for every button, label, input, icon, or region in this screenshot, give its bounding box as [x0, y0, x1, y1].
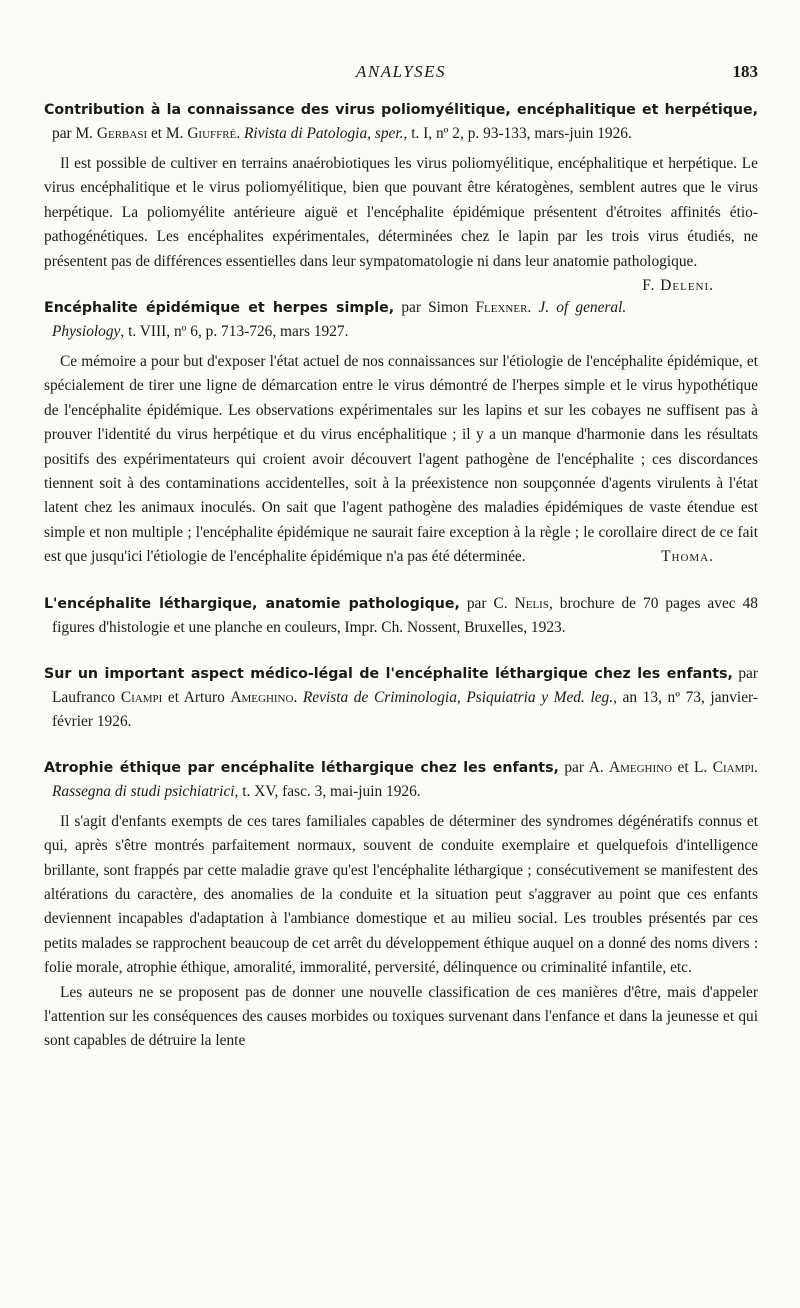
citation-text: , an 13, nº 73, janvier-février 1926.: [52, 688, 758, 730]
entry-heading: [44, 662, 758, 734]
abstract-text: Ce mémoire a pour but d'exposer l'état actuel de nos connaissances sur l'étiologie de l'encéphalite épidémique, et spécialement de tirer une ligne de démarcation entre le virus démontré de l'herpes simple et le virus hypothétique de l'encéphalite épidémique. Les observations expérimentales sur les lapins et sur les cobayes ne suffisent pas à prouver l'identité du virus herpétique et du virus encéphalitique ; il y a un manque d'harmonie dans les résultats positifs des expérimentateurs qui croient avoir découvert l'agent pathogène de l'encéphalite ; ces discordances tiennent soit à des contaminations accidentelles, soit à la préexistence non soupçonnée d'agents virulents à l'état latent chez les animaux inoculés. On sait que l'agent pathogène des maladies épidémiques de vaste étendue est simple et non multiple ; l'encéphalite épidémique ne saurait faire exception à la règle ; le corollaire direct de ce fait est que jusqu'ici l'étiologie de l'encéphalite épidémique n'a pas été déterminée.: [44, 353, 758, 566]
citation-text: et M.: [147, 125, 188, 142]
citation-text: et Arturo: [162, 688, 231, 706]
citation-text: .: [293, 688, 303, 706]
page-header: [44, 62, 758, 86]
review-entry-2: [44, 296, 758, 570]
citation-text: , t. VIII, nº 6, p. 713-726, mars 1927.: [120, 323, 349, 341]
entry-title: Contribution à la connaissance des virus poliomyélitique, encéphalitique et herpétique,: [44, 102, 758, 118]
page-number: 183: [732, 62, 758, 81]
entry-heading: [44, 592, 758, 640]
citation-text: par Simon: [394, 299, 476, 317]
journal-name: Rassegna di studi psichiatrici: [52, 782, 235, 800]
citation-text: par Laufranco: [52, 664, 759, 706]
citation-text: .: [754, 758, 759, 776]
citation-text: par M.: [52, 125, 97, 142]
entry-title: Sur un important aspect médico-légal de l'encéphalite léthargique chez les enfants,: [44, 665, 733, 682]
citation-text: , brochure de 70 pages avec 48 figures d'histologie et une planche en couleurs, Impr. Ch. Nossent, Bruxelles, 1923.: [52, 594, 758, 636]
abstract-text: Il s'agit d'enfants exempts de ces tares familiales capables de déterminer des syndromes dégénératifs connus et qui, après s'être montrés parfaitement normaux, souvent de conduite exemplaire et quelquefois d'intelligence brillante, sont frappés par cette maladie grave qu'est l'encéphalite léthargique ; consécutivement se manifestent des altérations du caractère, des anomalies de la conduite et la situation peut s'aggraver au point que ces enfants deviennent incapables d'adaptation à l'ambiance domestique et au milieu social. Les troubles présentés par ces petits malades se rapprochent beaucoup de cet arrêt du développement éthique auquel on a donné des noms divers : folie morale, atrophie éthique, amoralité, immoralité, perversité, délinquence ou criminalité infantile, etc.: [44, 812, 758, 977]
entry-title: Atrophie éthique par encéphalite léthargique chez les enfants,: [44, 759, 559, 776]
review-entry-4: [44, 662, 758, 734]
author-name: Ciampi: [120, 688, 163, 706]
review-entry-5: [44, 756, 758, 1054]
review-entry-3: [44, 592, 758, 640]
author-name: Ameghino: [609, 758, 673, 776]
reviewer-signature: Thoma.: [661, 548, 714, 566]
journal-name: J. of general. Physiology: [52, 299, 627, 341]
author-name: Ameghino: [230, 688, 294, 706]
running-title: ANALYSES: [355, 62, 447, 81]
entry-abstract: [44, 810, 758, 981]
entry-heading: [44, 98, 758, 146]
citation-text: , t. XV, fasc. 3, mai-juin 1926.: [234, 782, 421, 800]
entry-abstract-continued: Les auteurs ne se proposent pas de donner une nouvelle classification de ces manières d'être, mais d'appeler l'attention sur les conséquences des causes morbides ou toxiques survenant dans l'enfance et dans la jeunesse et qui sont capables de détruire la lente: [44, 983, 758, 1050]
citation-text: .: [527, 299, 539, 317]
entry-title: L'encéphalite léthargique, anatomie pathologique,: [44, 595, 460, 612]
citation-text: .: [236, 125, 245, 142]
citation-text: par A.: [558, 758, 609, 776]
author-name: Ciampi: [712, 758, 755, 776]
entry-heading: [44, 296, 758, 344]
author-name: Gerbasi: [96, 125, 148, 142]
author-name: Flexner: [475, 299, 528, 317]
abstract-text: Il est possible de cultiver en terrains anaérobiotiques les virus poliomyélitique, encéphalitique et herpétique. Le virus encéphalitique et le virus poliomyélitique, bien que pouvant être kératogènes, semblent autres que le virus herpétique. La poliomyélite antérieure aiguë et l'encéphalite épidémique présentent d'étroites affinités étio-pathogénétiques. Les encéphalites expérimentales, déterminées chez le lapin par les trois virus étudiés, ne présentent pas de différences essentielles dans leur sympatomatologie ni dans leur anatomie pathologique.: [44, 155, 758, 270]
author-name: Giuffré: [187, 125, 237, 142]
citation-text: et L.: [672, 758, 713, 776]
entry-abstract: [44, 350, 758, 570]
entry-abstract: [44, 152, 758, 295]
entry-title: Encéphalite épidémique et herpes simple,: [44, 300, 395, 317]
author-name: Nelis: [514, 594, 549, 612]
citation-text: par C.: [459, 594, 515, 612]
reviewer-signature: F. Deleni.: [642, 277, 714, 295]
journal-name: Rivista di Patologia, sper.: [244, 125, 404, 142]
page-body: [44, 98, 758, 1076]
entry-heading: [44, 756, 758, 804]
review-entry-1: [44, 98, 758, 295]
citation-text: , t. I, nº 2, p. 93-133, mars-juin 1926.: [403, 125, 632, 142]
journal-name: Revista de Criminologia, Psiquiatria y Med. leg.: [302, 688, 614, 706]
